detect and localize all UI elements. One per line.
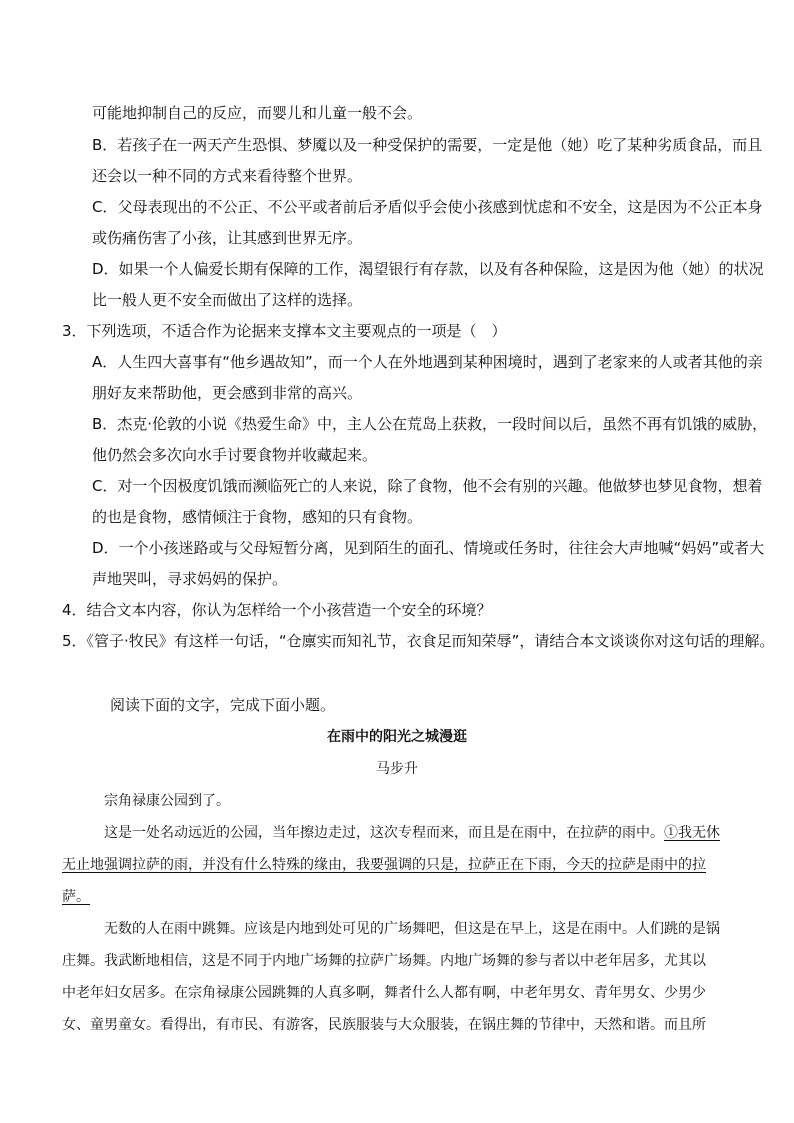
question-3-option-d-line-1: D．一个小孩迷路或与父母短暂分离，见到陌生的面孔、情境或任务时，往往会大声地喊“妈妈”或者大 [92,539,765,557]
passage-paragraph-3-line-4: 女、童男童女。看得出，有市民、有游客，民族服装与大众服装，在锅庄舞的节律中，天然和谐。而且所 [62,1017,706,1033]
passage-paragraph-1: 宗角禄康公园到了。 [104,793,230,809]
reading-instruction: 阅读下面的文字，完成下面小题。 [110,696,336,714]
option-c-line-2: 或伤痛伤害了小孩，让其感到世界无序。 [92,229,363,247]
option-a-continuation: 可能地抑制自己的反应，而婴儿和儿童一般不会。 [92,104,423,122]
question-3-option-b-line-2: 他仍然会多次向水手讨要食物并收藏起来。 [92,446,378,464]
passage-paragraph-3-line-2: 庄舞。我武断地相信，这是不同于内地广场舞的拉萨广场舞。内地广场舞的参与者以中老年居多，尤其以 [62,953,706,969]
passage-author: 马步升 [376,761,418,777]
option-b-line-1: B．若孩子在一两天产生恐惧、梦魇以及一种受保护的需要，一定是他（她）吃了某种劣质食品，而且 [92,136,763,154]
question-3-stem: 3．下列选项，不适合作为论据来支撑本文主要观点的一项是（ ） [62,322,507,340]
question-3-option-d-line-2: 声地哭叫，寻求妈妈的保护。 [92,570,288,588]
passage-title: 在雨中的阳光之城漫逛 [327,729,467,745]
paragraph-2-text: 这是一处名动远近的公园，当年擦边走过，这次专程而来，而且是在雨中，在拉萨的雨中。 [104,825,664,841]
question-5: 5．《管子·牧民》有这样一句话，“仓廪实而知礼节，衣食足而知荣辱”，请结合本文谈谈你对这句话的理解。 [62,632,775,650]
question-3-option-a-line-1: A．人生四大喜事有“他乡遇故知”，而一个人在外地遇到某种困境时，遇到了老家来的人或者其他的亲 [92,353,763,371]
passage-paragraph-3-line-1: 无数的人在雨中跳舞。应该是内地到处可见的广场舞吧，但这是在早上，这是在雨中。人们跳的是锅 [104,921,720,937]
passage-paragraph-3-line-3: 中老年妇女居多。在宗角禄康公园跳舞的人真多啊，舞者什么人都有啊，中老年男女、青年男女、少男少 [62,985,706,1001]
question-3-option-a-line-2: 朋好友来帮助他，更会感到非常的高兴。 [92,384,363,402]
option-d-line-1: D．如果一个人偏爱长期有保障的工作，渴望银行有存款，以及有各种保险，这是因为他（她）的状况 [92,260,764,278]
option-c-line-1: C．父母表现出的不公正、不公平或者前后矛盾似乎会使小孩感到忧虑和不安全，这是因为不公正本身 [92,198,763,216]
question-3-option-c-line-2: 的也是食物，感情倾注于食物，感知的只有食物。 [92,508,423,526]
underlined-sentence-1-start: ①我无休 [664,825,720,841]
passage-paragraph-2-line-1 [104,824,720,842]
option-d-line-2: 比一般人更不安全而做出了这样的选择。 [92,291,363,309]
question-3-option-c-line-1: C．对一个因极度饥饿而濒临死亡的人来说，除了食物，他不会有别的兴趣。他做梦也梦见食物，想着 [92,477,763,495]
underlined-sentence-1-line-2: 无止地强调拉萨的雨，并没有什么特殊的缘由，我要强调的只是，拉萨正在下雨，今天的拉萨是雨中的拉 [62,857,706,873]
underlined-sentence-1-line-3: 萨。 [62,889,90,905]
question-3-option-b-line-1: B．杰克·伦敦的小说《热爱生命》中，主人公在荒岛上获救，一段时间以后，虽然不再有饥饿的威胁， [92,415,768,433]
question-4: 4．结合文本内容，你认为怎样给一个小孩营造一个安全的环境？ [62,601,492,619]
option-b-line-2: 还会以一种不同的方式来看待整个世界。 [92,167,363,185]
